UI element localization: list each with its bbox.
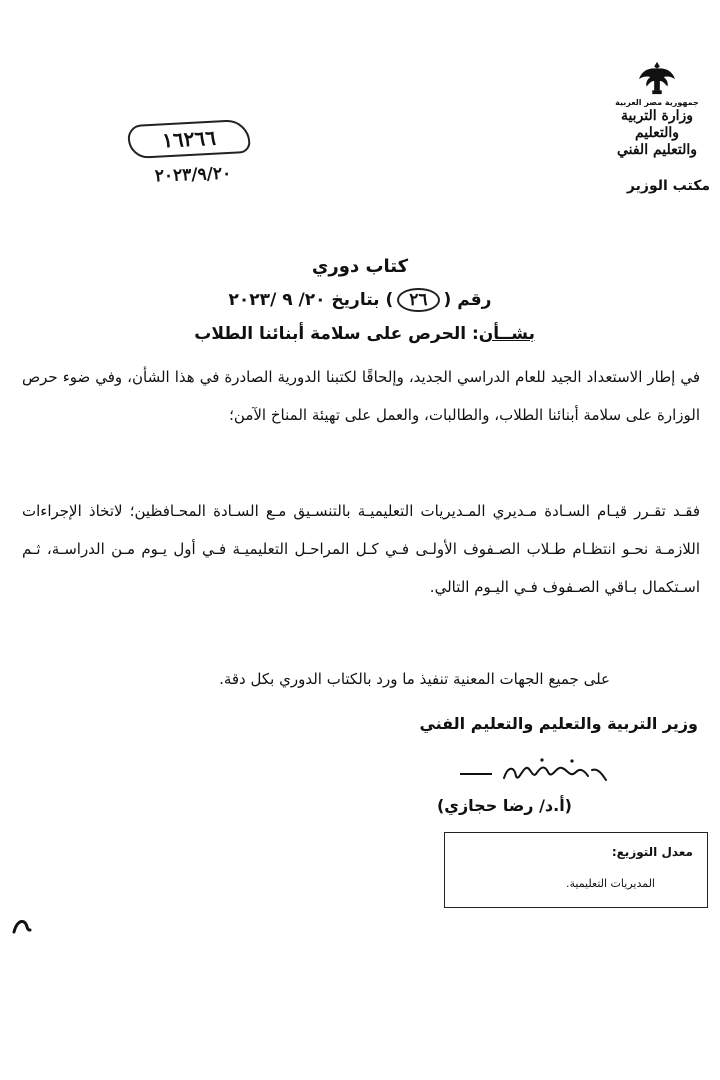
body-paragraph-2: فقـد تقـرر قيـام السـادة مـديري المـديريات التعليميـة بالتنسـيق مـع السـادة المحـافظين؛ لاتخاذ الإجراءات اللازمـة نحـو انتظـام طـلاب الصـفوف الأولـى فـي كـل المراحـل التعليميـة فـي أول يـوم مـن الدراسـة، ثـم اسـتكمال بـاقي الصـفوف فـي اليـوم التالي. — [22, 502, 700, 596]
body-paragraph-1: في إطار الاستعداد الجيد للعام الدراسي الجديد، وإلحاقًا لكتبنا الدورية الصادرة في هذا الشأن، وفي ضوء حرص الوزارة على سلامة أبنائنا الطلاب، والطالبات، والعمل على تهيئة المناخ الآمن؛ — [22, 368, 700, 424]
subject-text: : الحرص على سلامة أبنائنا الطلاب — [194, 324, 479, 344]
distribution-item: المديريات التعليمية. — [565, 877, 655, 890]
government-label: جمهورية مصر العربية — [615, 98, 699, 107]
document-title: كتاب دوري — [311, 256, 409, 277]
eagle-emblem-icon — [638, 60, 676, 96]
ink-mark-icon — [12, 918, 32, 934]
subject-label: بشــأن — [478, 324, 535, 344]
reference-date: ٢٠٢٣/٩/٢٠ — [154, 163, 232, 187]
handwritten-signature-icon — [452, 752, 612, 792]
document-number: ٢٦ — [397, 288, 439, 312]
number-prefix: رقم ( — [443, 290, 492, 310]
number-date: ) بتاريخ ٢٠/ ٩ /٢٠٢٣ — [228, 290, 394, 310]
reference-number: ١٦٢٦٦ — [127, 119, 251, 159]
minister-title: وزير التربية والتعليم والتعليم الفني — [419, 714, 698, 733]
distribution-box — [444, 832, 708, 908]
body-paragraph-3: على جميع الجهات المعنية تنفيذ ما ورد بالكتاب الدوري بكل دقة. — [219, 670, 610, 688]
minister-office-label: مكتب الوزير — [626, 178, 710, 194]
subject-line — [194, 324, 535, 344]
document-number-line — [0, 288, 720, 312]
ministry-name-line2: والتعليم الفني — [616, 142, 698, 158]
minister-name: (أ.د/ رضا حجازي) — [436, 796, 572, 815]
distribution-label: معدل التوزيع: — [611, 845, 693, 859]
ministry-name-line1: وزارة التربية والتعليم — [620, 108, 694, 141]
ministry-logo-block — [602, 60, 712, 159]
